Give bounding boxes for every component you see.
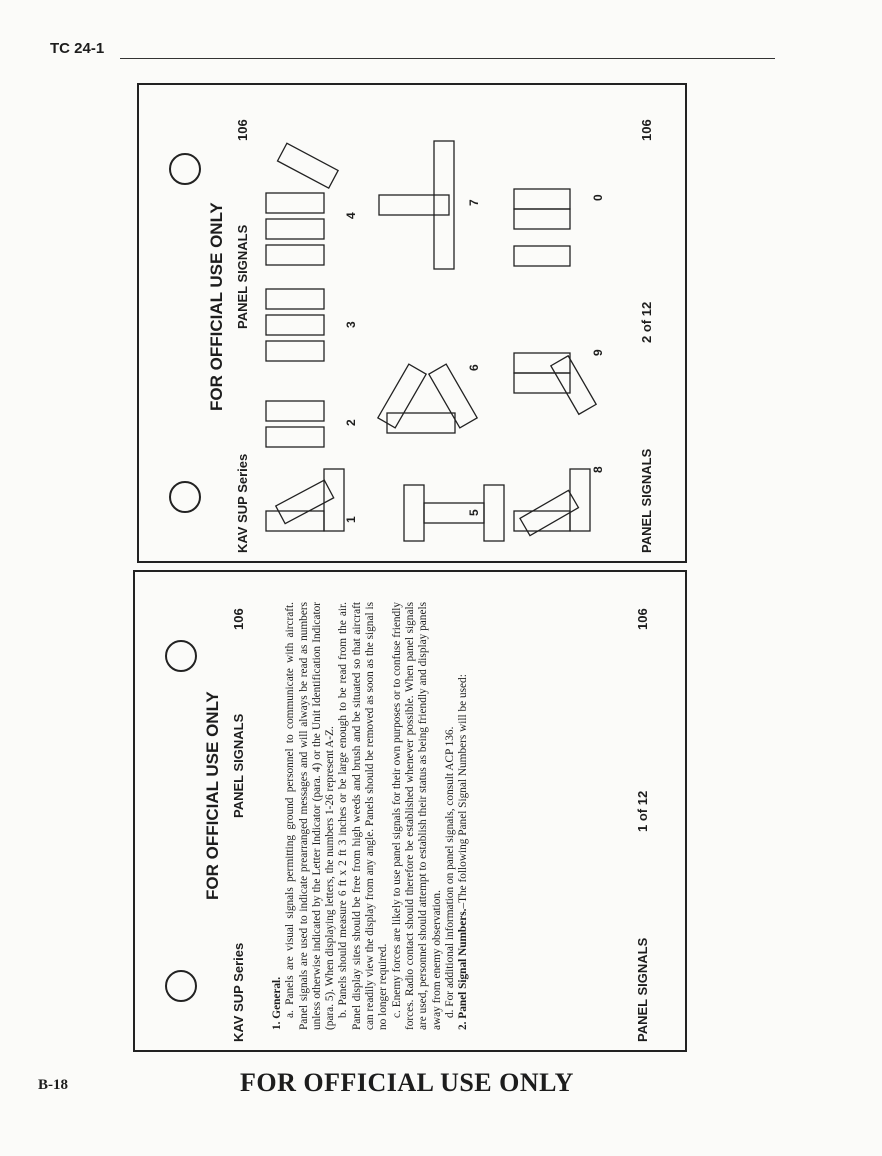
card-body-text (271, 602, 470, 1030)
signal-number: 7 (467, 199, 481, 206)
card-footer-title: PANEL SIGNALS (639, 448, 654, 553)
panel-signal-5 (404, 485, 504, 541)
card-title: PANEL SIGNALS (235, 224, 250, 329)
binder-hole-icon (165, 640, 197, 672)
signal-number: 1 (344, 516, 358, 523)
card2-rotated-content (139, 85, 685, 561)
card-panel-signal-figures (137, 83, 687, 563)
panel-signal-3 (266, 289, 324, 361)
panel-signal-7 (379, 141, 454, 269)
panel-signal-2 (266, 401, 324, 447)
security-marking: FOR OFFICIAL USE ONLY (240, 1068, 574, 1097)
card-code: 106 (235, 119, 250, 141)
card-marking: FOR OFFICIAL USE ONLY (207, 202, 226, 411)
signal-number: 2 (344, 419, 358, 426)
section-heading: 1. General. (271, 976, 283, 1030)
binder-hole-icon (165, 970, 197, 1002)
card1-rotated-content (135, 572, 685, 1050)
paragraph-c: c. Enemy forces are likely to use panel signals for their own purposes or to confuse friendly forces. Radio contact should therefore be established whenever possible. When panel signals are used, personnel should attempt to establish their status as being friendly and display panels away from enemy observation. (390, 602, 443, 1030)
header-rule (120, 58, 775, 59)
card-code: 106 (231, 608, 246, 630)
signal-number: 0 (591, 194, 605, 201)
card-title: PANEL SIGNALS (231, 713, 246, 818)
card-footer-code: 106 (635, 608, 650, 630)
panel-signal-6 (378, 364, 477, 433)
card-page-number: 2 of 12 (639, 301, 654, 343)
card-series: KAV SUP Series (235, 453, 250, 553)
card-footer-code: 106 (639, 119, 654, 141)
paragraph-a: a. Panels are visual signals permitting ground personnel to communicate with aircraft. Panel signals are used to indicate prearranged messages and will always be read as numbers unless otherwise indicated by the Letter Indicator (para. 4) or the Unit Identification Indicator (para. 5). When displaying letters, the numbers 1-26 represent A-Z. (284, 602, 337, 1030)
card-panel-signals-text (133, 570, 687, 1052)
section-heading: 2. Panel Signal Numbers. (457, 908, 470, 1030)
section-text: –The following Panel Signal Numbers will be used: (457, 674, 470, 909)
signal-number: 5 (467, 509, 481, 516)
card-series: KAV SUP Series (231, 942, 246, 1042)
paragraph-b: b. Panels should measure 6 ft x 2 ft 3 inches or be large enough to be read from the air. Panel display sites should be free from high weeds and brush and be situated so that aircraft can readily view the display from any angle. Panels should be removed as soon as the signal is no longer required. (337, 602, 390, 1030)
card-page-number: 1 of 12 (635, 790, 650, 832)
panel-signal-9 (514, 353, 596, 414)
signal-number: 8 (591, 466, 605, 473)
page-number: B-18 (38, 1077, 68, 1093)
signal-number: 3 (344, 321, 358, 328)
card-footer-title: PANEL SIGNALS (635, 937, 650, 1042)
panel-signal-diagrams (139, 85, 685, 561)
paragraph-d: d. For additional information on panel signals, consult ACP 136. (443, 726, 456, 1018)
document-header: TC 24-1 (50, 40, 105, 57)
panel-signal-8 (514, 469, 590, 536)
signal-number: 4 (344, 212, 358, 219)
signal-number: 6 (467, 364, 481, 371)
panel-signal-4 (266, 143, 338, 265)
signal-number: 9 (591, 349, 605, 356)
card-marking: FOR OFFICIAL USE ONLY (203, 691, 222, 900)
panel-signal-0 (514, 189, 570, 266)
panel-signal-1 (266, 469, 344, 531)
